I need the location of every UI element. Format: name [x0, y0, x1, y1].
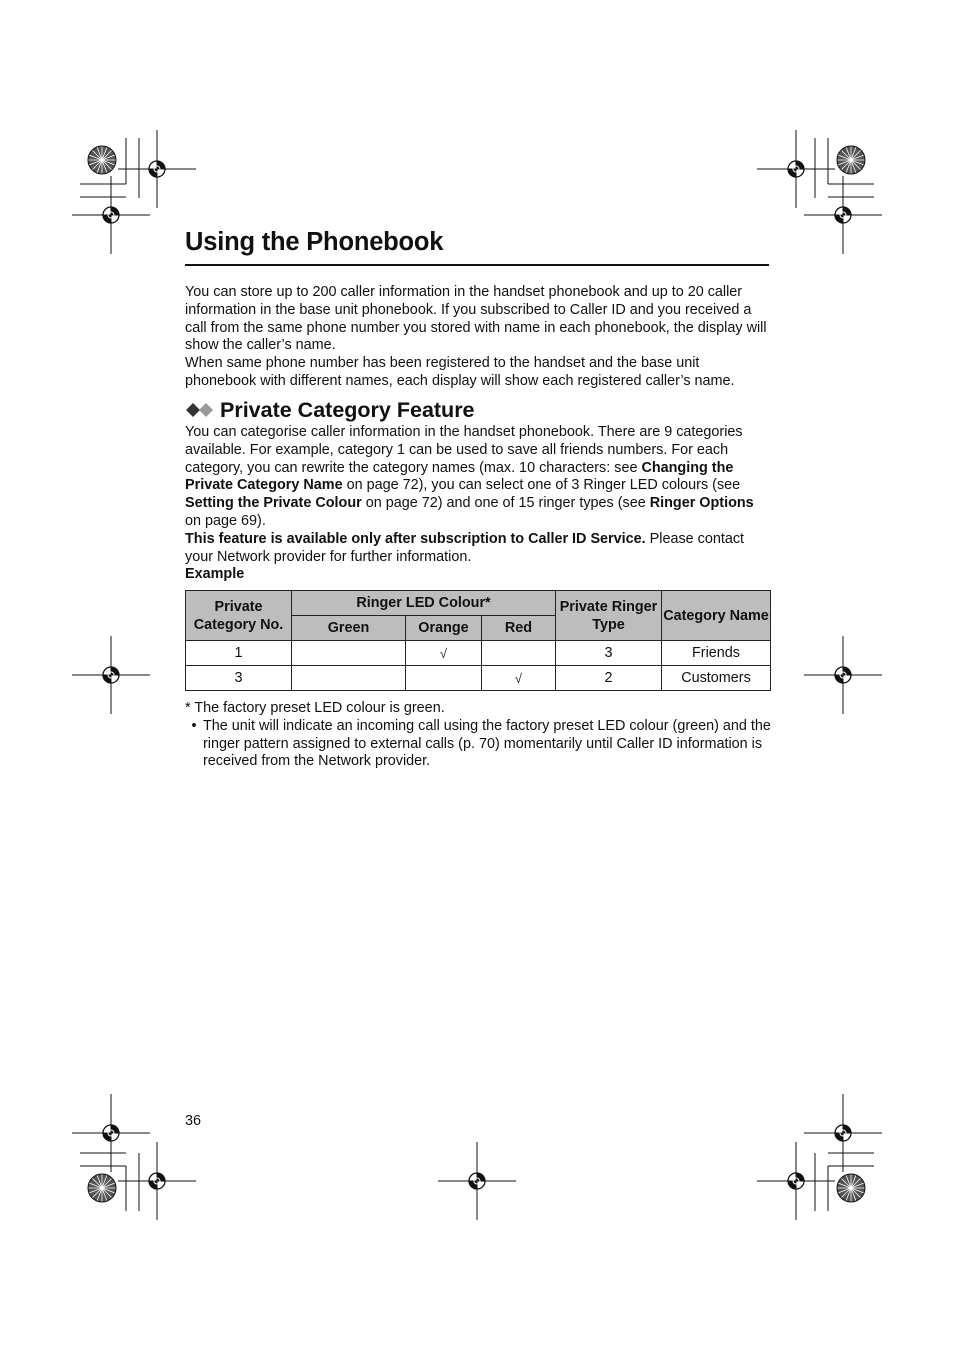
bullet-text: The unit will indicate an incoming call using the factory preset LED colour (green) and the ringer pattern assigned to external calls (p. 70) momentarily until Caller ID information is received from the Network provider.	[203, 717, 771, 770]
page-title: Using the Phonebook	[185, 228, 444, 256]
example-label: Example	[185, 566, 245, 583]
table-row	[186, 666, 771, 691]
cell-red-check-icon: √	[482, 666, 556, 691]
list-item	[185, 718, 771, 771]
cell-ringer-type: 2	[556, 666, 662, 691]
header-category-name: Category Name	[662, 591, 771, 641]
header-ringer-led-colour: Ringer LED Colour*	[292, 591, 556, 616]
section-heading	[185, 396, 769, 424]
section-paragraph-2: This feature is available only after subscription to Caller ID Service. Please contact your Network provider for further information.	[185, 530, 745, 565]
cell-green	[292, 666, 406, 691]
section-text	[185, 424, 771, 584]
header-green: Green	[292, 616, 406, 641]
double-diamond-icon	[185, 402, 217, 418]
intro-paragraph-1: You can store up to 200 caller information in the handset phonebook and up to 20 caller information in the base unit phonebook. If you subscribed to Caller ID and you received a call from the same phone number you stored with name in each phonebook, the display will show the caller’s name.	[185, 284, 767, 354]
cell-category-name: Customers	[662, 666, 771, 691]
cell-orange	[406, 666, 482, 691]
link-setting-private-colour: Setting the Private Colour	[185, 495, 362, 512]
section-paragraph-1: You can categorise caller information in the handset phonebook. There are 9 categories available. For example, category 1 can be used to save all friends numbers. For each category, you can rewrite the category names (max. 10 characters: see Changing the Private Category Name on page 72), you can select one of 3 Ringer LED colours (see Setting the Private Colour on page 72) and one of 15 ringer types (see Ringer Options on page 69).	[185, 424, 754, 529]
link-ringer-options: Ringer Options	[649, 495, 754, 512]
cell-red	[482, 641, 556, 666]
intro-paragraph-2: When same phone number has been registered to the handset and the base unit phonebook with different names, each display will show each registered caller’s name.	[185, 355, 735, 389]
notes	[185, 700, 771, 771]
cell-ringer-type: 3	[556, 641, 662, 666]
cell-category-name: Friends	[662, 641, 771, 666]
section-title: Private Category Feature	[220, 397, 475, 422]
intro-text	[185, 284, 771, 391]
cell-category-no: 3	[186, 666, 292, 691]
header-orange: Orange	[406, 616, 482, 641]
title-rule	[185, 264, 769, 266]
cell-green	[292, 641, 406, 666]
header-ringer-type: Private Ringer Type	[556, 591, 662, 641]
cell-orange-check-icon: √	[406, 641, 482, 666]
cell-category-no: 1	[186, 641, 292, 666]
bullet-icon: •	[191, 717, 197, 734]
page-number: 36	[185, 1113, 202, 1129]
table-row	[186, 641, 771, 666]
example-table	[185, 590, 771, 691]
link-changing-private-category-name: Changing the Private Category Name	[185, 459, 734, 494]
header-red: Red	[482, 616, 556, 641]
footnote: * The factory preset LED colour is green.	[185, 700, 445, 716]
header-category-no: Private Category No.	[186, 591, 292, 641]
